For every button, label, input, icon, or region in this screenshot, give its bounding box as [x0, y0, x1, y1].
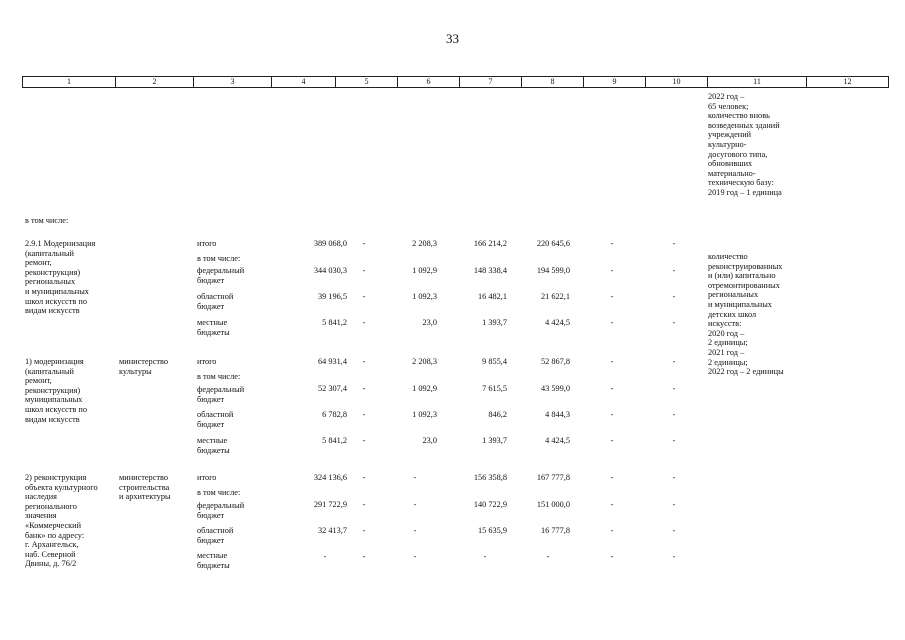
amount-cell: -: [413, 500, 417, 509]
amount-cell: -: [610, 357, 614, 366]
amount-cell: -: [610, 292, 614, 301]
activity-name: 2.9.1 Модернизация (капитальный ремонт, реконструкция) региональных и муниципальных школ искусств по видам искусств: [25, 239, 96, 316]
amount-cell: 220 645,6: [536, 239, 570, 248]
row-label-local: местные бюджеты: [197, 318, 230, 337]
amount-cell: 4 424,5: [545, 318, 570, 327]
amount-cell: 7 615,5: [482, 384, 507, 393]
amount-cell: 4 424,5: [545, 436, 570, 445]
amount-cell: -: [362, 552, 366, 561]
amount-cell: -: [610, 500, 614, 509]
amount-cell: 1 393,7: [482, 436, 507, 445]
amount-cell: 16 482,1: [477, 292, 507, 301]
row-label-total: итого: [197, 357, 217, 366]
amount-cell: -: [610, 384, 614, 393]
amount-cell: 23,0: [422, 436, 437, 445]
amount-cell: 1 092,3: [412, 410, 437, 419]
indicator-note-continued: 2022 год – 65 человек; количество вновь возведенных зданий учреждений культурно- досугового типа, обновивших материально- техническую базу: 2019 год – 1 единица: [708, 92, 782, 197]
column-number: 10: [646, 77, 708, 88]
column-number: 9: [584, 77, 646, 88]
amount-cell: -: [362, 500, 366, 509]
amount-cell: -: [672, 318, 676, 327]
amount-cell: -: [672, 384, 676, 393]
row-label-regional: областной бюджет: [197, 526, 234, 545]
row-label-total: итого: [197, 473, 217, 482]
column-number: 11: [708, 77, 807, 88]
amount-cell: -: [362, 410, 366, 419]
column-number: 3: [194, 77, 272, 88]
amount-cell: -: [672, 473, 676, 482]
amount-cell: -: [362, 384, 366, 393]
amount-cell: -: [413, 526, 417, 535]
amount-cell: -: [610, 239, 614, 248]
amount-cell: -: [413, 473, 417, 482]
column-number: 8: [522, 77, 584, 88]
amount-cell: -: [323, 552, 327, 561]
column-number: 1: [23, 77, 116, 88]
row-label-including: в том числе:: [197, 372, 241, 381]
in-total-label: в том числе:: [25, 216, 69, 225]
amount-cell: -: [610, 318, 614, 327]
column-number: 5: [336, 77, 398, 88]
amount-cell: -: [362, 357, 366, 366]
amount-cell: 21 622,1: [540, 292, 570, 301]
amount-cell: -: [413, 552, 417, 561]
amount-cell: -: [362, 266, 366, 275]
activity-name: 1) модернизация (капитальный ремонт, реконструкция) муниципальных школ искусств по видам искусств: [25, 357, 88, 424]
column-number: 4: [272, 77, 336, 88]
column-number: 2: [116, 77, 194, 88]
amount-cell: 324 136,6: [313, 473, 347, 482]
amount-cell: 2 208,3: [412, 239, 437, 248]
amount-cell: 194 599,0: [536, 266, 570, 275]
column-number-header: [22, 76, 889, 88]
row-label-including: в том числе:: [197, 254, 241, 263]
amount-cell: -: [546, 552, 550, 561]
amount-cell: -: [362, 436, 366, 445]
amount-cell: -: [610, 410, 614, 419]
amount-cell: -: [672, 292, 676, 301]
row-label-total: итого: [197, 239, 217, 248]
amount-cell: 140 722,9: [473, 500, 507, 509]
row-label-federal: федеральный бюджет: [197, 385, 245, 404]
amount-cell: -: [672, 526, 676, 535]
amount-cell: 1 092,9: [412, 384, 437, 393]
activity-name: 2) реконструкция объекта культурного наследия регионального значения «Коммерческий банк» по адресу: г. Архангельск, наб. Северной Двины, д. 76/2: [25, 473, 98, 569]
amount-cell: 32 413,7: [317, 526, 347, 535]
amount-cell: 9 855,4: [482, 357, 507, 366]
amount-cell: -: [362, 292, 366, 301]
amount-cell: 15 635,9: [477, 526, 507, 535]
amount-cell: 151 000,0: [536, 500, 570, 509]
amount-cell: 5 841,2: [322, 318, 347, 327]
amount-cell: 166 214,2: [473, 239, 507, 248]
amount-cell: -: [483, 552, 487, 561]
amount-cell: 2 208,3: [412, 357, 437, 366]
amount-cell: 148 338,4: [473, 266, 507, 275]
column-number: 6: [398, 77, 460, 88]
amount-cell: 389 068,0: [313, 239, 347, 248]
row-label-local: местные бюджеты: [197, 436, 230, 455]
amount-cell: -: [672, 436, 676, 445]
amount-cell: 1 393,7: [482, 318, 507, 327]
amount-cell: 43 599,0: [540, 384, 570, 393]
amount-cell: -: [672, 357, 676, 366]
amount-cell: -: [672, 410, 676, 419]
row-label-federal: федеральный бюджет: [197, 501, 245, 520]
amount-cell: 846,2: [488, 410, 507, 419]
amount-cell: -: [672, 266, 676, 275]
amount-cell: -: [610, 473, 614, 482]
amount-cell: 1 092,3: [412, 292, 437, 301]
amount-cell: 5 841,2: [322, 436, 347, 445]
amount-cell: -: [672, 500, 676, 509]
executor: министерство строительства и архитектуры: [119, 473, 171, 502]
amount-cell: 52 307,4: [317, 384, 347, 393]
amount-cell: -: [610, 552, 614, 561]
amount-cell: 39 196,5: [317, 292, 347, 301]
amount-cell: 6 782,8: [322, 410, 347, 419]
row-label-local: местные бюджеты: [197, 551, 230, 570]
result-indicator-note: количество реконструированных и (или) капитально отремонтированных региональных и муниципальных детских школ искусств: 2020 год – 2 единицы; 2021 год – 2 единицы; 2022 год – 2 единицы: [708, 252, 784, 377]
row-label-federal: федеральный бюджет: [197, 266, 245, 285]
executor: министерство культуры: [119, 357, 169, 376]
column-number: 7: [460, 77, 522, 88]
amount-cell: -: [610, 526, 614, 535]
amount-cell: 344 030,3: [313, 266, 347, 275]
amount-cell: 23,0: [422, 318, 437, 327]
column-number: 12: [807, 77, 889, 88]
amount-cell: 64 931,4: [317, 357, 347, 366]
amount-cell: 52 867,8: [540, 357, 570, 366]
amount-cell: 4 844,3: [545, 410, 570, 419]
row-label-including: в том числе:: [197, 488, 241, 497]
amount-cell: -: [672, 239, 676, 248]
page-number: 33: [446, 31, 459, 46]
amount-cell: 156 358,8: [473, 473, 507, 482]
amount-cell: -: [362, 239, 366, 248]
amount-cell: -: [610, 266, 614, 275]
amount-cell: 291 722,9: [313, 500, 347, 509]
amount-cell: 16 777,8: [540, 526, 570, 535]
row-label-regional: областной бюджет: [197, 292, 234, 311]
amount-cell: 1 092,9: [412, 266, 437, 275]
amount-cell: -: [610, 436, 614, 445]
amount-cell: -: [362, 526, 366, 535]
amount-cell: 167 777,8: [536, 473, 570, 482]
row-label-regional: областной бюджет: [197, 410, 234, 429]
amount-cell: -: [362, 473, 366, 482]
amount-cell: -: [672, 552, 676, 561]
amount-cell: -: [362, 318, 366, 327]
